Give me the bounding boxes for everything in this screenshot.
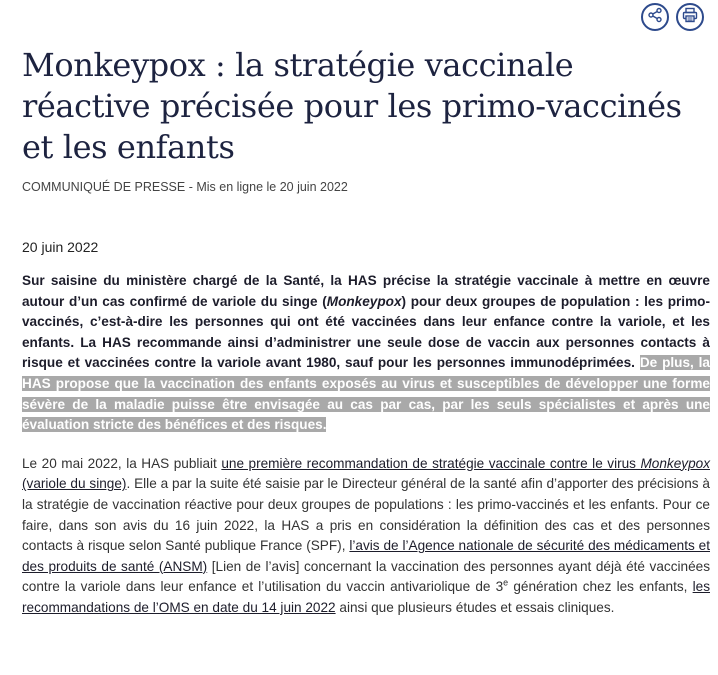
lead-italic: Monkeypox (326, 293, 402, 309)
toolbar (641, 3, 704, 31)
article-meta (22, 180, 710, 194)
body-text-2: . Elle a par la suite été saisie par le Directeur général de la santé afin d’apporter des précisions à la stratégie de vaccination réactive pour deux groupes de populations : les primo-vaccinés et les enfants. Pour ce faire, dans son avis du 16 juin 2022, la HAS a pris en considération la définition des cas et des personnes contacts à risque selon Santé publique France (SPF), (22, 476, 710, 554)
link-ansm-opinion[interactable]: l’avis de l’Agence nationale de sécurité des médicaments et des produits de santé (ANSM) (22, 538, 710, 574)
lead-text-1: Sur saisine du ministère chargé de la Santé, la HAS précise la stratégie vaccinale à mettre en œuvre autour d’un cas confirmé de variole du singe ( (22, 273, 710, 309)
print-button[interactable] (676, 3, 704, 31)
share-button[interactable] (641, 3, 669, 31)
share-icon (647, 7, 663, 28)
print-icon (682, 7, 698, 28)
body-paragraph (22, 454, 710, 619)
body-text-5: ainsi que plusieurs études et essais cliniques. (335, 599, 615, 615)
link1-italic: Monkeypox (640, 455, 710, 471)
published-date: Mis en ligne le 20 juin 2022 (196, 180, 348, 194)
body-text-4: génération chez les enfants, (508, 579, 693, 595)
lead-text-2: ) pour deux groupes de population : les primo-vaccinés, c’est-à-dire les personnes qui ont été vaccinées dans leur enfance contre la variole, et les enfants. La HAS recommande ainsi d’administrer une seule dose de vaccin aux personnes contacts à risque et vaccinées contre la variole avant 1980, sauf pour les personnes immunodéprimées. (22, 293, 710, 371)
body-text-3: [Lien de l’avis] concernant la vaccination des personnes ayant déjà été vaccinées contre la variole dans leur enfance et l’utilisation du vaccin antivariolique de 3 (22, 558, 710, 595)
meta-separator: - (185, 180, 197, 194)
superscript-e: e (503, 577, 509, 588)
category-label: COMMUNIQUÉ DE PRESSE (22, 180, 186, 194)
link1-text-b: (variole du singe) (22, 476, 127, 492)
link1-text-a: une première recommandation de stratégie vaccinale contre le virus (221, 455, 641, 471)
body-text-1: Le 20 mai 2022, la HAS publiait (22, 455, 222, 471)
article (22, 45, 710, 632)
lead-paragraph (22, 271, 710, 436)
page-title: Monkeypox : la stratégie vaccinale réactive précisée pour les primo-vaccinés et les enfants (22, 46, 682, 166)
article-date: 20 juin 2022 (22, 239, 99, 255)
lead-highlight: De plus, la HAS propose que la vaccination des enfants exposés au virus et susceptibles de développer une forme sévère de la maladie puisse être envisagée au cas par cas, par les seuls spécialistes et après une évaluation stricte des bénéfices et des risques. (22, 355, 710, 433)
link-who-recommendations[interactable]: les recommandations de l’OMS en date du 14 juin 2022 (22, 579, 710, 615)
